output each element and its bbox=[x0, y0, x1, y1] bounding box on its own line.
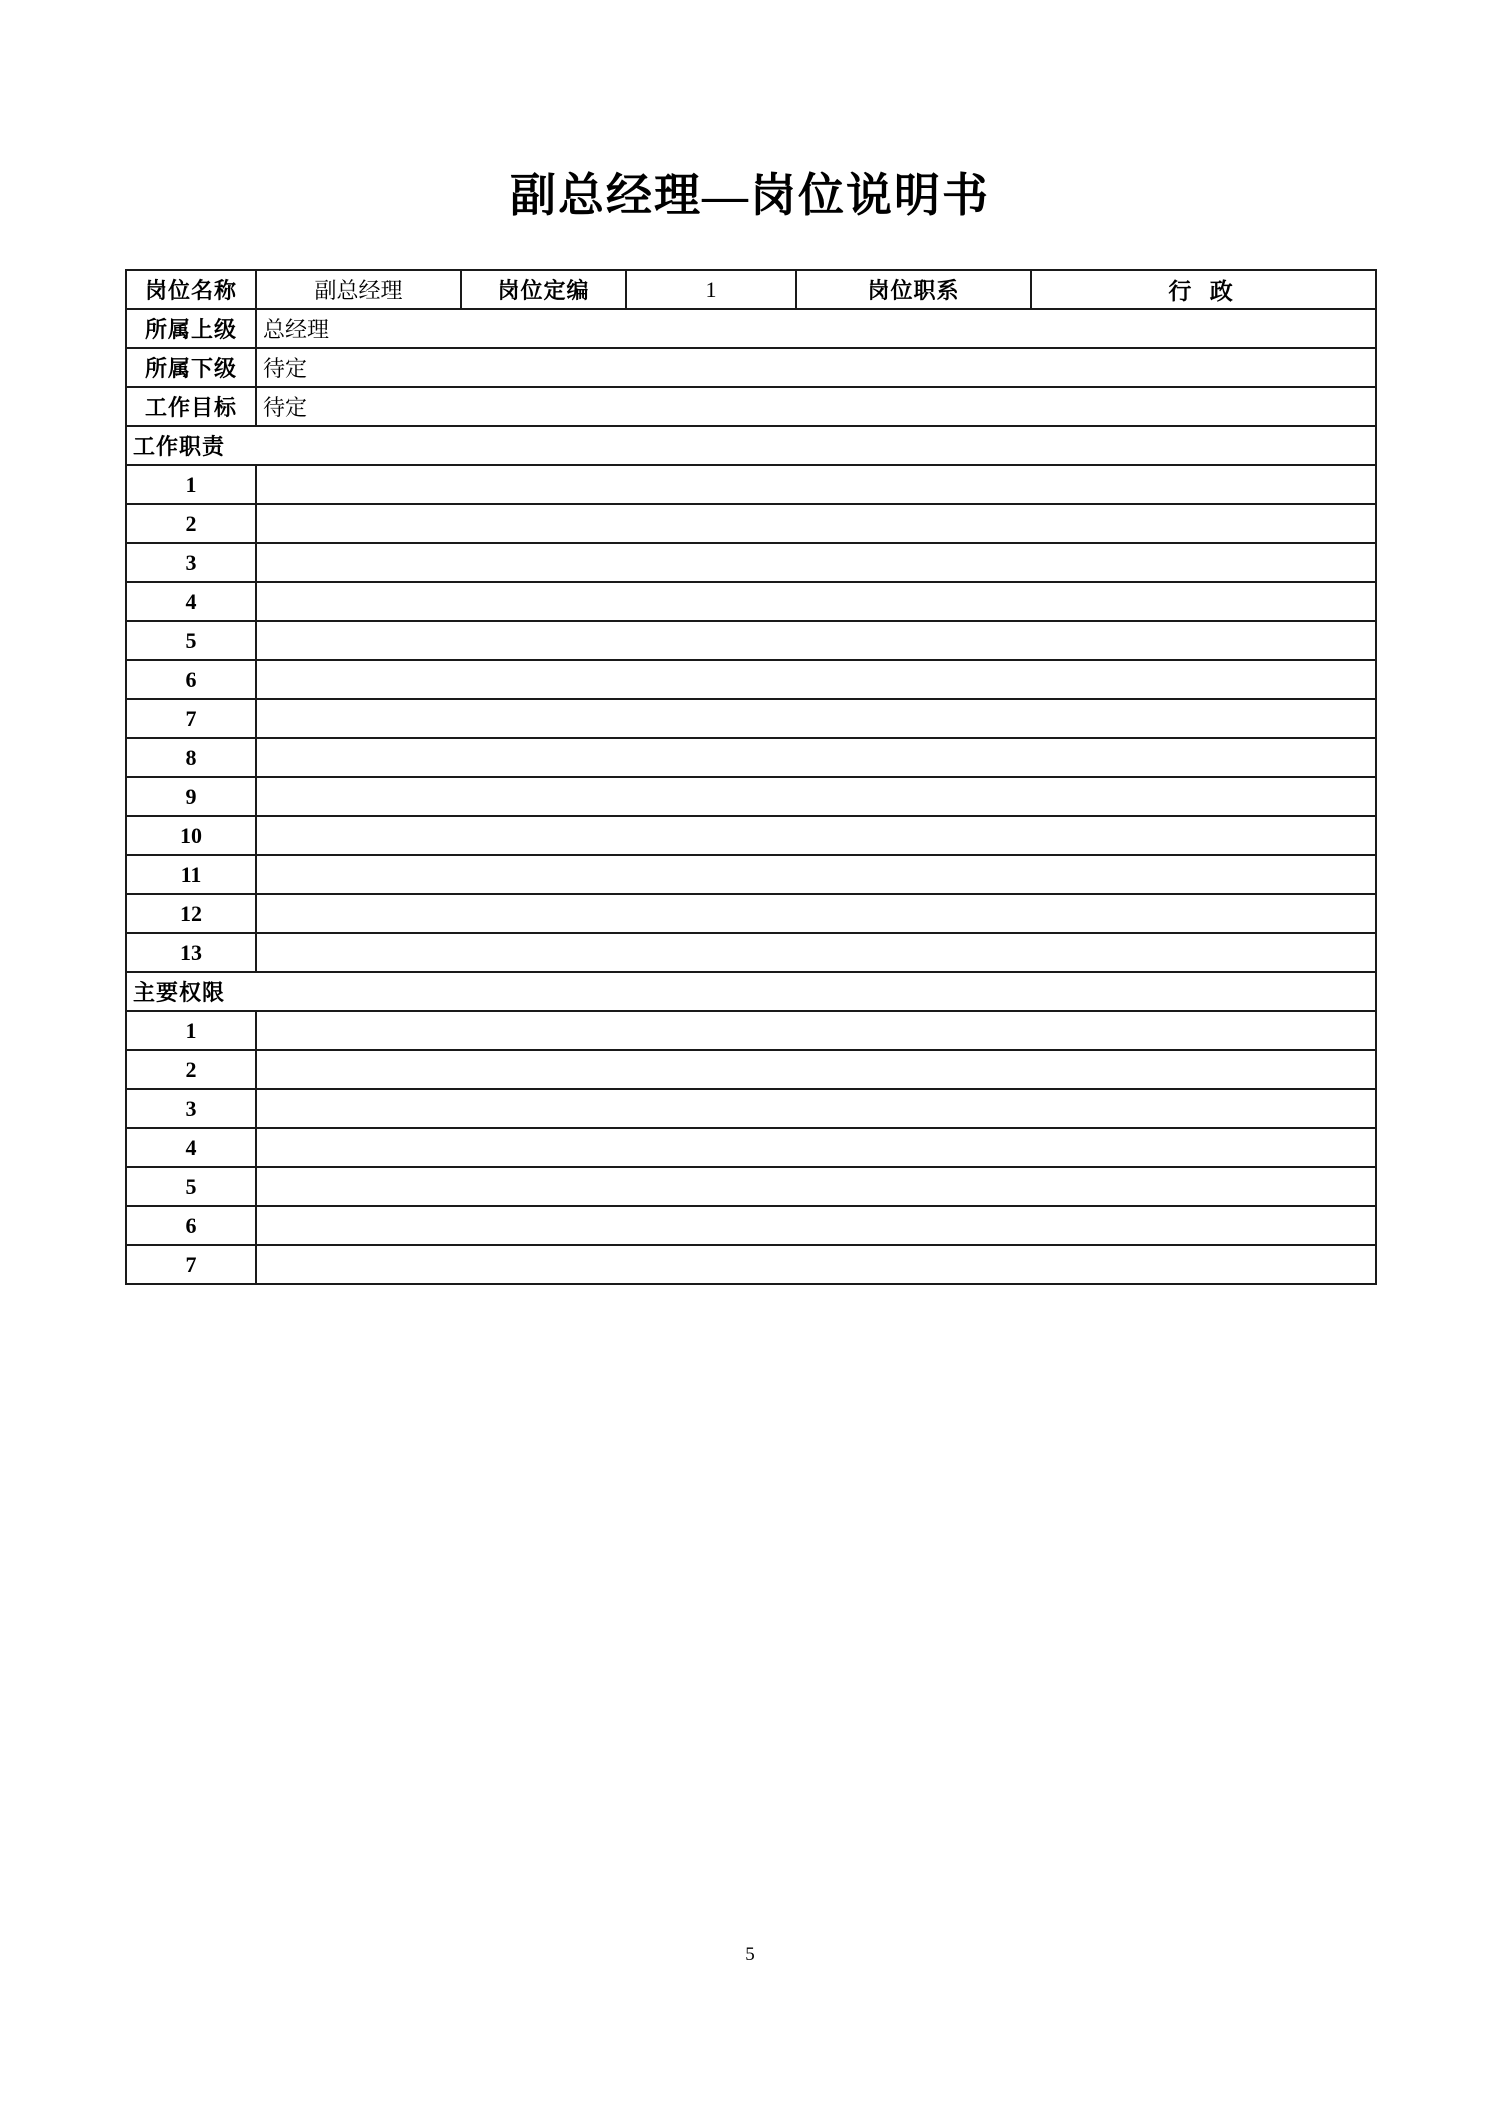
page-title: 副总经理—岗位说明书 bbox=[510, 170, 990, 221]
row-text[interactable] bbox=[256, 465, 1376, 504]
job-description-table-wrap bbox=[125, 269, 1375, 1285]
list-item bbox=[126, 933, 1376, 972]
position-name-label: 岗位名称 bbox=[126, 270, 256, 309]
row-text[interactable] bbox=[256, 1245, 1376, 1284]
row-text[interactable] bbox=[256, 543, 1376, 582]
row-text[interactable] bbox=[256, 738, 1376, 777]
row-text[interactable] bbox=[256, 1128, 1376, 1167]
row-index: 7 bbox=[126, 1245, 256, 1284]
section-header-row-responsibilities bbox=[126, 426, 1376, 465]
headcount-label: 岗位定编 bbox=[461, 270, 626, 309]
job-description-table bbox=[125, 269, 1377, 1285]
list-item bbox=[126, 543, 1376, 582]
job-family-label: 岗位职系 bbox=[796, 270, 1031, 309]
row-index: 11 bbox=[126, 855, 256, 894]
row-text[interactable] bbox=[256, 1167, 1376, 1206]
work-objective-value[interactable]: 待定 bbox=[256, 387, 1376, 426]
position-name-value[interactable]: 副总经理 bbox=[256, 270, 461, 309]
table-row-position-info bbox=[126, 270, 1376, 309]
list-item bbox=[126, 1128, 1376, 1167]
list-item bbox=[126, 699, 1376, 738]
list-item bbox=[126, 816, 1376, 855]
section-heading-responsibilities: 工作职责 bbox=[126, 426, 1376, 465]
list-item bbox=[126, 1206, 1376, 1245]
subordinates-value[interactable]: 待定 bbox=[256, 348, 1376, 387]
section-header-row-authorities bbox=[126, 972, 1376, 1011]
row-index: 2 bbox=[126, 504, 256, 543]
page-number: 5 bbox=[745, 1944, 755, 1965]
reports-to-value[interactable]: 总经理 bbox=[256, 309, 1376, 348]
job-family-value[interactable]: 行 政 bbox=[1031, 270, 1376, 309]
list-item bbox=[126, 1245, 1376, 1284]
row-text[interactable] bbox=[256, 933, 1376, 972]
row-text[interactable] bbox=[256, 1089, 1376, 1128]
table-row-subordinates bbox=[126, 348, 1376, 387]
list-item bbox=[126, 894, 1376, 933]
row-index: 4 bbox=[126, 1128, 256, 1167]
row-index: 12 bbox=[126, 894, 256, 933]
table-body bbox=[126, 270, 1376, 1284]
reports-to-label: 所属上级 bbox=[126, 309, 256, 348]
row-text[interactable] bbox=[256, 816, 1376, 855]
list-item bbox=[126, 621, 1376, 660]
row-text[interactable] bbox=[256, 1206, 1376, 1245]
row-index: 1 bbox=[126, 465, 256, 504]
row-text[interactable] bbox=[256, 582, 1376, 621]
row-index: 2 bbox=[126, 1050, 256, 1089]
row-index: 3 bbox=[126, 1089, 256, 1128]
list-item bbox=[126, 1011, 1376, 1050]
headcount-value[interactable]: 1 bbox=[626, 270, 796, 309]
row-index: 13 bbox=[126, 933, 256, 972]
list-item bbox=[126, 738, 1376, 777]
row-text[interactable] bbox=[256, 621, 1376, 660]
list-item bbox=[126, 660, 1376, 699]
row-text[interactable] bbox=[256, 1050, 1376, 1089]
row-index: 7 bbox=[126, 699, 256, 738]
list-item bbox=[126, 1167, 1376, 1206]
list-item bbox=[126, 504, 1376, 543]
table-row-reports-to bbox=[126, 309, 1376, 348]
row-text[interactable] bbox=[256, 855, 1376, 894]
row-index: 4 bbox=[126, 582, 256, 621]
row-index: 1 bbox=[126, 1011, 256, 1050]
row-text[interactable] bbox=[256, 894, 1376, 933]
row-text[interactable] bbox=[256, 699, 1376, 738]
table-row-work-objective bbox=[126, 387, 1376, 426]
row-text[interactable] bbox=[256, 660, 1376, 699]
row-index: 8 bbox=[126, 738, 256, 777]
section-heading-authorities: 主要权限 bbox=[126, 972, 1376, 1011]
row-index: 5 bbox=[126, 621, 256, 660]
row-text[interactable] bbox=[256, 777, 1376, 816]
row-index: 6 bbox=[126, 1206, 256, 1245]
list-item bbox=[126, 465, 1376, 504]
row-index: 3 bbox=[126, 543, 256, 582]
row-text[interactable] bbox=[256, 504, 1376, 543]
row-text[interactable] bbox=[256, 1011, 1376, 1050]
row-index: 9 bbox=[126, 777, 256, 816]
row-index: 6 bbox=[126, 660, 256, 699]
list-item bbox=[126, 1050, 1376, 1089]
work-objective-label: 工作目标 bbox=[126, 387, 256, 426]
row-index: 10 bbox=[126, 816, 256, 855]
subordinates-label: 所属下级 bbox=[126, 348, 256, 387]
list-item bbox=[126, 855, 1376, 894]
list-item bbox=[126, 1089, 1376, 1128]
list-item bbox=[126, 582, 1376, 621]
row-index: 5 bbox=[126, 1167, 256, 1206]
list-item bbox=[126, 777, 1376, 816]
